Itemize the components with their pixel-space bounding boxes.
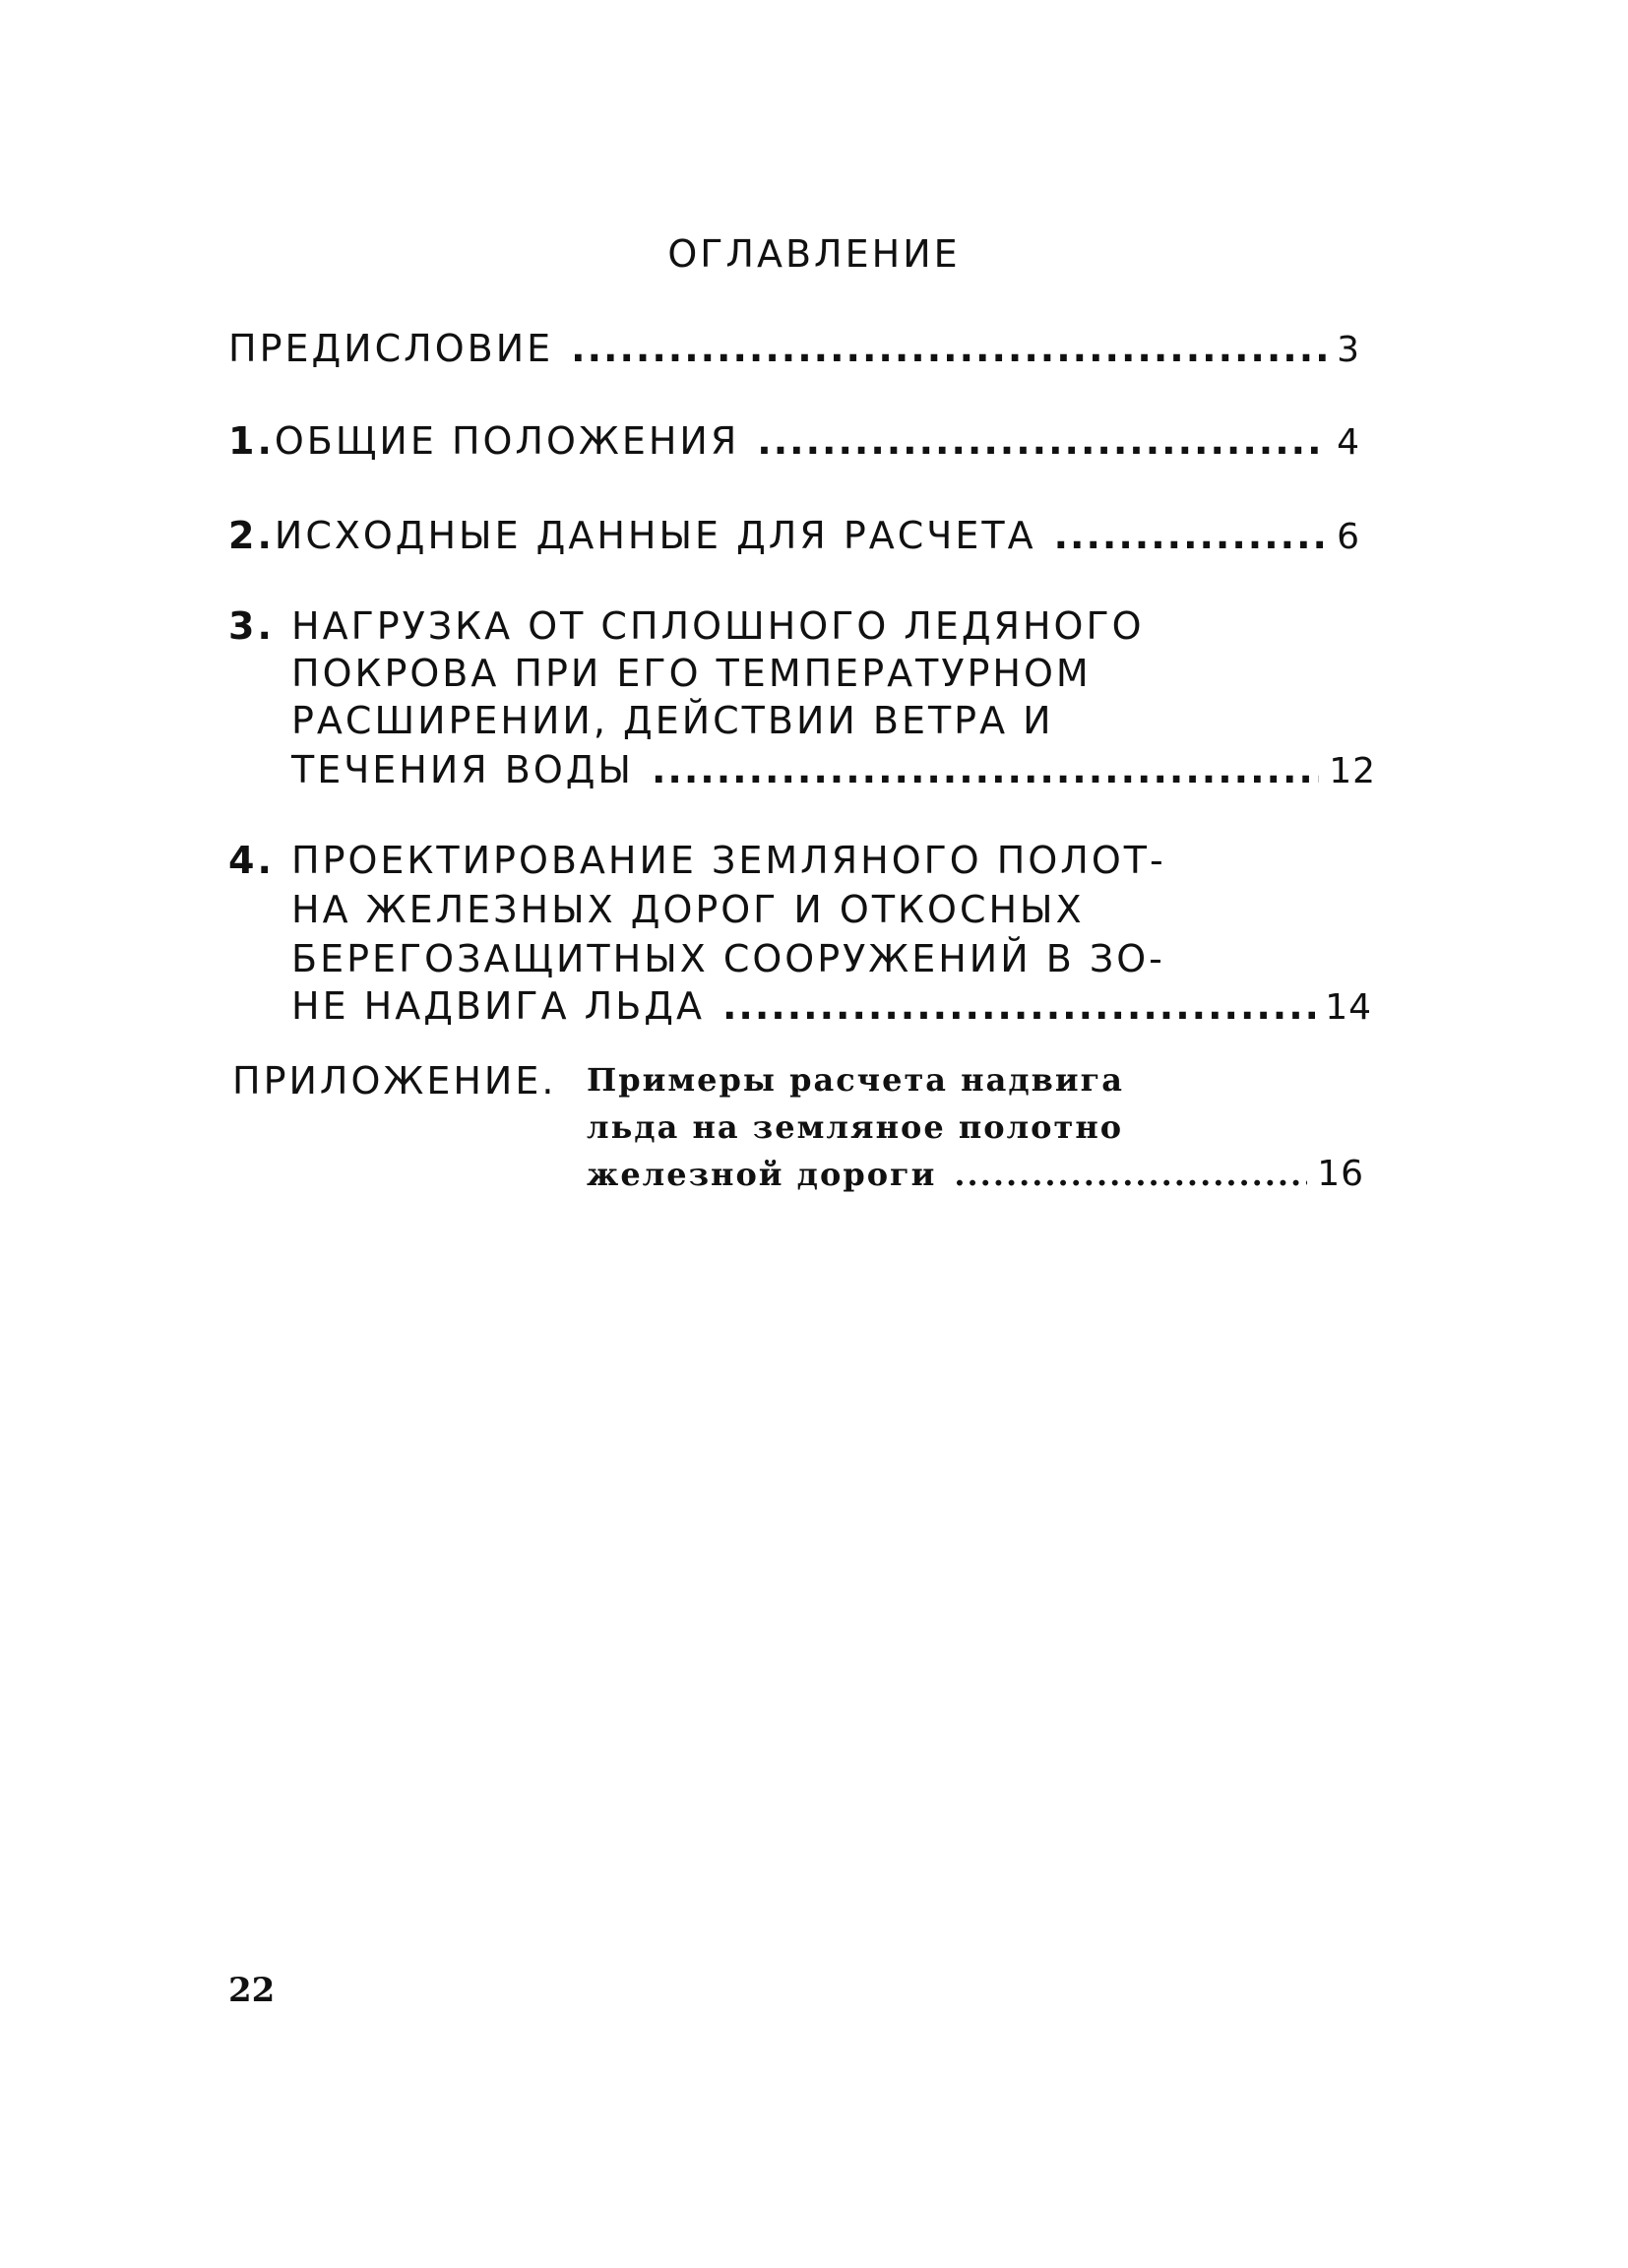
toc-page-number: 16	[1317, 1154, 1364, 1194]
dot-leader	[722, 984, 1315, 1028]
toc-entry-4-line-4	[291, 984, 1372, 1028]
appendix-label: ПРИЛОЖЕНИЕ.	[232, 1059, 557, 1102]
toc-entry-3-line-2	[291, 652, 1360, 695]
toc-entry-label: НЕ НАДВИГА ЛЬДА	[291, 984, 705, 1028]
toc-entry-label: ОБЩИЕ ПОЛОЖЕНИЯ	[274, 419, 740, 463]
page-number: 22	[228, 1971, 276, 2010]
toc-entry-1	[228, 419, 1360, 463]
toc-entry-label: ПОКРОВА ПРИ ЕГО ТЕМПЕРАТУРНОМ	[291, 652, 1092, 695]
toc-entry-3-line-3	[291, 699, 1360, 742]
toc-entry-label: РАСШИРЕНИИ, ДЕЙСТВИИ ВЕТРА И	[291, 699, 1054, 742]
document-title: ОГЛАВЛЕНИЕ	[667, 232, 961, 276]
toc-entry-number: 1.	[228, 419, 275, 463]
toc-entry-label: ТЕЧЕНИЯ ВОДЫ	[291, 748, 634, 791]
toc-entry-number: 2.	[228, 514, 275, 557]
toc-entry-4-line-3	[291, 937, 1360, 980]
toc-entry-preface	[228, 327, 1360, 370]
toc-entry-label: ПРОЕКТИРОВАНИЕ ЗЕМЛЯНОГО ПОЛОТ-	[291, 839, 1166, 882]
toc-entry-4-line-1	[228, 839, 1360, 882]
appendix-line-3: железной дороги ..... 16	[587, 1154, 1364, 1194]
dot-leader	[1054, 514, 1328, 557]
appendix-line-1: Примеры расчета надвига	[587, 1061, 1124, 1099]
dot-leader	[757, 419, 1327, 463]
toc-entry-3-line-4	[291, 748, 1376, 791]
toc-page-number: 3	[1337, 330, 1360, 370]
toc-entry-label: БЕРЕГОЗАЩИТНЫХ СООРУЖЕНИЙ В ЗО-	[291, 937, 1165, 980]
toc-page-number: 4	[1337, 422, 1360, 463]
toc-page-number: 6	[1337, 517, 1360, 557]
toc-entry-number: 4.	[228, 839, 275, 882]
toc-entry-label: ИСХОДНЫЕ ДАННЫЕ ДЛЯ РАСЧЕТА	[274, 514, 1036, 557]
toc-entry-2	[228, 514, 1360, 557]
toc-entry-label: НАГРУЗКА ОТ СПЛОШНОГО ЛЕДЯНОГО	[291, 604, 1145, 648]
toc-page-number: 14	[1325, 987, 1372, 1028]
dot-leader	[571, 327, 1327, 370]
toc-entry-label: НА ЖЕЛЕЗНЫХ ДОРОГ И ОТКОСНЫХ	[291, 888, 1085, 931]
toc-page-number: 12	[1329, 751, 1376, 791]
dot-leader	[652, 748, 1319, 791]
toc-entry-3-line-1	[228, 604, 1360, 648]
toc-entry-label: ПРЕДИСЛОВИЕ	[228, 327, 554, 370]
appendix-line-2: льда на земляное полотно	[587, 1108, 1124, 1146]
toc-entry-number: 3.	[228, 604, 275, 648]
toc-entry-4-line-2	[291, 888, 1360, 931]
dot-leader	[954, 1156, 1307, 1193]
